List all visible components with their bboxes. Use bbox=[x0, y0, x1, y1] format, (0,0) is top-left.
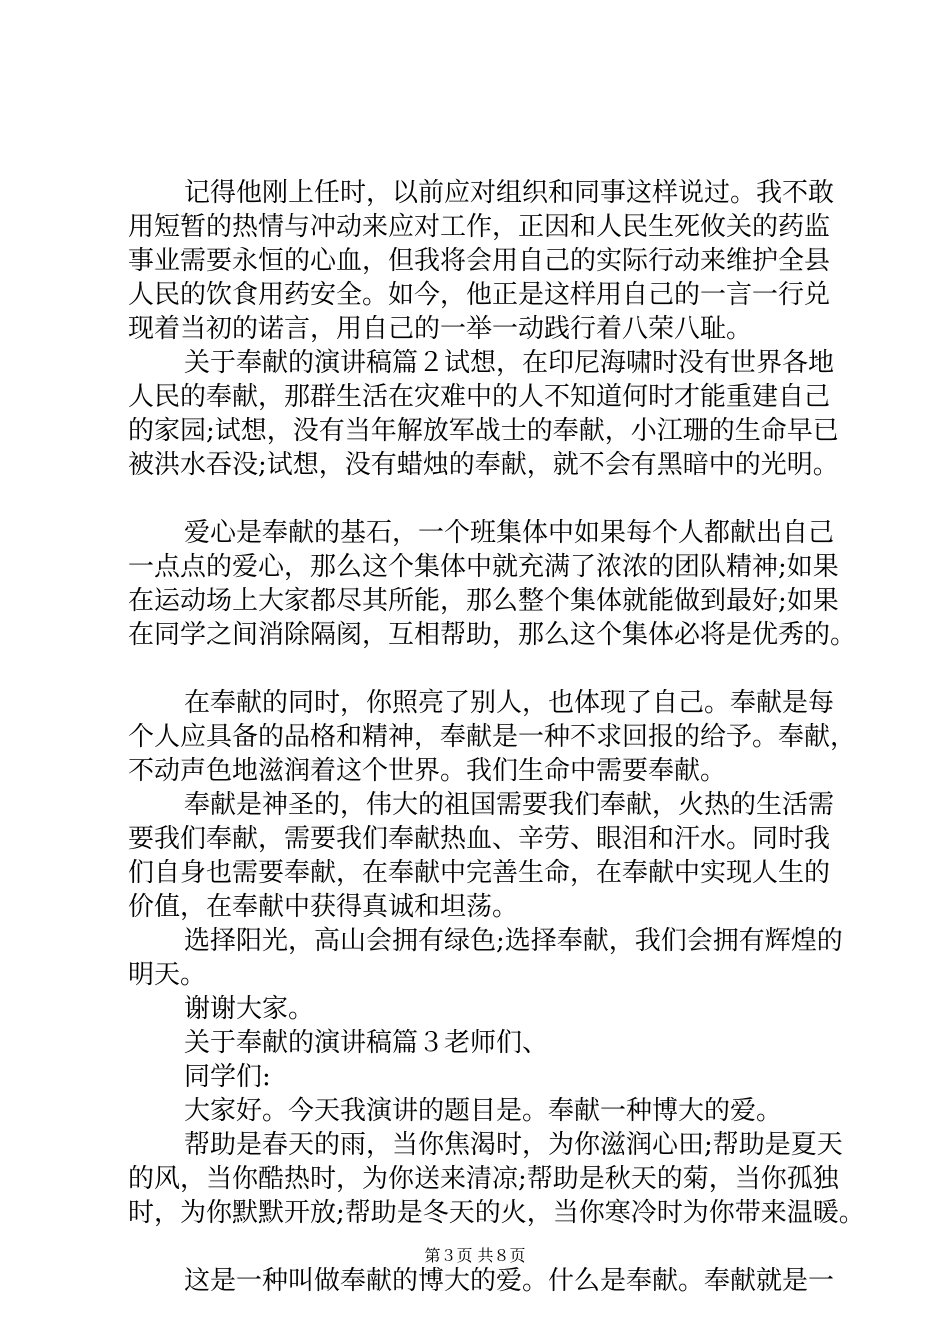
text-line: 一点点的爱心，那么这个集体中就充满了浓浓的团队精神;如果 bbox=[128, 552, 839, 582]
text-line: 人民的饮食用药安全。如今，他正是这样用自己的一言一行兑 bbox=[128, 280, 831, 310]
paragraph-gap bbox=[128, 482, 838, 516]
text-line: 时，为你默默开放;帮助是冬天的火，当你寒冷时为你带来温暖。 bbox=[128, 1198, 865, 1228]
text-line: 被洪水吞没;试想，没有蜡烛的奉献，就不会有黑暗中的光明。 bbox=[128, 450, 839, 480]
text-line: 用短暂的热情与冲动来应对工作，正因和人民生死攸关的药监 bbox=[128, 212, 831, 242]
paragraph bbox=[128, 1128, 865, 1230]
text-line: 在同学之间消除隔阂，互相帮助，那么这个集体必将是优秀的。 bbox=[128, 620, 857, 650]
paragraph bbox=[128, 1094, 838, 1128]
text-line: 同学们: bbox=[184, 1062, 271, 1092]
text-line: 帮助是春天的雨，当你焦渴时，为你滋润心田;帮助是夏天 bbox=[184, 1130, 843, 1160]
text-line: 的风，当你酷热时，为你送来清凉;帮助是秋天的菊，当你孤独 bbox=[128, 1164, 839, 1194]
text-line: 在运动场上大家都尽其所能，那么整个集体就能做到最好;如果 bbox=[128, 586, 839, 616]
paragraph bbox=[128, 176, 838, 346]
text-line: 的家园;试想，没有当年解放军战士的奉献，小江珊的生命早已 bbox=[128, 416, 839, 446]
paragraph bbox=[128, 924, 843, 992]
paragraph bbox=[128, 1264, 838, 1298]
paragraph bbox=[128, 788, 838, 924]
text-line: 事业需要永恒的心血，但我将会用自己的实际行动来维护全县 bbox=[128, 246, 831, 276]
paragraph bbox=[128, 1026, 838, 1060]
paragraph bbox=[128, 516, 857, 652]
page-number-footer: 第３页 共８页 bbox=[424, 1246, 526, 1265]
text-line: 关于奉献的演讲稿篇２试想，在印尼海啸时没有世界各地 bbox=[184, 348, 835, 378]
document-body bbox=[128, 176, 865, 1298]
text-line: 这是一种叫做奉献的博大的爱。什么是奉献。奉献就是一 bbox=[184, 1266, 835, 1296]
text-line: 明天。 bbox=[128, 960, 207, 990]
paragraph bbox=[128, 346, 838, 482]
text-line: 选择阳光，高山会拥有绿色;选择奉献，我们会拥有辉煌的 bbox=[184, 926, 843, 956]
text-line: 奉献是神圣的，伟大的祖国需要我们奉献，火热的生活需 bbox=[184, 790, 835, 820]
text-line: 人民的奉献，那群生活在灾难中的人不知道何时才能重建自己 bbox=[128, 382, 831, 412]
text-line: 不动声色地滋润着这个世界。我们生命中需要奉献。 bbox=[128, 756, 727, 786]
text-line: 在奉献的同时，你照亮了别人，也体现了自己。奉献是每 bbox=[184, 688, 835, 718]
text-line: 大家好。今天我演讲的题目是。奉献一种博大的爱。 bbox=[184, 1096, 783, 1126]
text-line: 要我们奉献，需要我们奉献热血、辛劳、眼泪和汗水。同时我 bbox=[128, 824, 831, 854]
paragraph bbox=[128, 1060, 838, 1094]
paragraph bbox=[128, 992, 838, 1026]
text-line: 价值，在奉献中获得真诚和坦荡。 bbox=[128, 892, 519, 922]
text-line: 关于奉献的演讲稿篇３老师们、 bbox=[184, 1028, 549, 1058]
text-line: 记得他刚上任时，以前应对组织和同事这样说过。我不敢 bbox=[184, 178, 835, 208]
paragraph-gap bbox=[128, 652, 838, 686]
text-line: 个人应具备的品格和精神，奉献是一种不求回报的给予。奉献， bbox=[128, 722, 857, 752]
text-line: 们自身也需要奉献，在奉献中完善生命，在奉献中实现人生的 bbox=[128, 858, 831, 888]
text-line: 现着当初的诺言，用自己的一举一动践行着八荣八耻。 bbox=[128, 314, 753, 344]
paragraph bbox=[128, 686, 857, 788]
text-line: 谢谢大家。 bbox=[184, 994, 315, 1024]
text-line: 爱心是奉献的基石，一个班集体中如果每个人都献出自己 bbox=[184, 518, 835, 548]
